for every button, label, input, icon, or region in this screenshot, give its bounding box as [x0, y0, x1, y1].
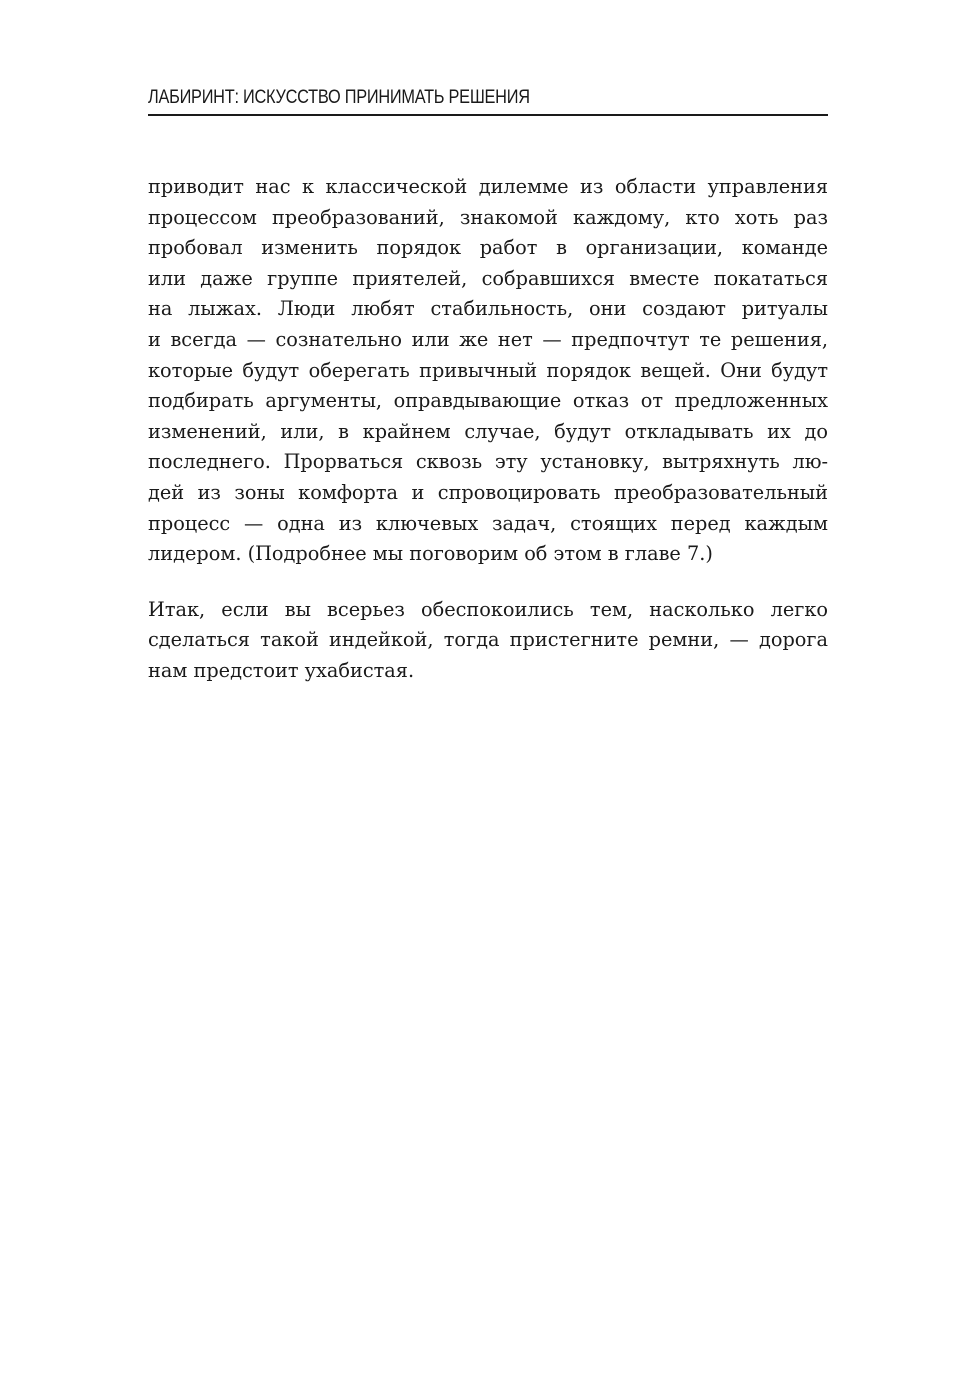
text-line: процессом преобразований, знакомой каждому, кто хоть раз	[148, 205, 828, 229]
book-page	[148, 0, 828, 1376]
paragraph-2	[148, 595, 828, 687]
header-rule	[148, 114, 828, 116]
body-text	[148, 172, 828, 687]
text-line: и всегда — сознательно или же нет — предпочтут те решения,	[148, 327, 828, 351]
text-line: нам предстоит ухабистая.	[148, 658, 415, 682]
text-line: процесс — одна из ключевых задач, стоящих перед каждым	[148, 511, 828, 535]
text-line: дей из зоны комфорта и спровоцировать преобразовательный	[148, 480, 828, 504]
paragraph-1	[148, 172, 828, 570]
text-line: приводит нас к классической дилемме из области управления	[148, 175, 828, 198]
text-line: Итак, если вы всерьез обеспокоились тем, насколько легко	[148, 597, 828, 621]
text-line: на лыжах. Люди любят стабильность, они создают ритуалы	[148, 297, 828, 321]
text-line: сделаться такой индейкой, тогда пристегните ремни, — дорога	[148, 628, 828, 652]
text-line: подбирать аргументы, оправдывающие отказ от предложенных	[148, 389, 828, 413]
text-line: или даже группе приятелей, собравшихся вместе покататься	[148, 266, 828, 290]
text-line: лидером. (Подробнее мы поговорим об этом в главе 7.)	[148, 542, 713, 566]
text-line: изменений, или, в крайнем случае, будут откладывать их до	[148, 419, 828, 443]
running-header: ЛАБИРИНТ: ИСКУССТВО ПРИНИМАТЬ РЕШЕНИЯ	[148, 87, 530, 108]
text-line: пробовал изменить порядок работ в организации, команде	[148, 236, 828, 260]
text-line: последнего. Прорваться сквозь эту установку, вытряхнуть лю-	[148, 450, 828, 474]
text-line: которые будут оберегать привычный порядок вещей. Они будут	[148, 358, 828, 382]
